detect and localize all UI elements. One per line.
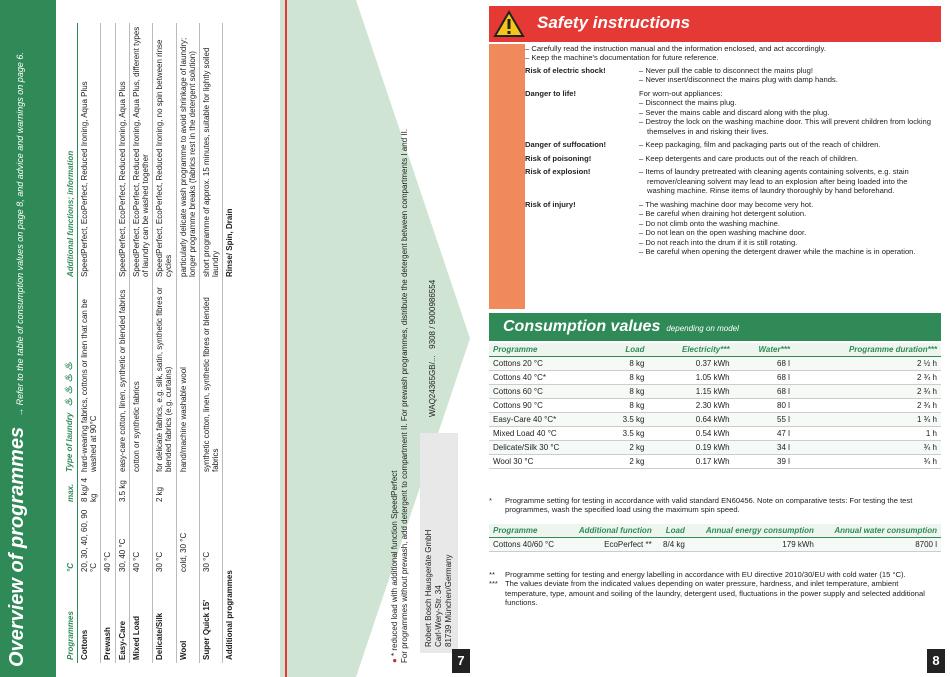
- safety-item-line: – Disconnect the mains plug.: [639, 98, 737, 108]
- consumption-row: [489, 538, 941, 552]
- programme-type: cotton or synthetic fabrics: [129, 280, 152, 475]
- programme-type: for delicate fabrics, e.g. silk, satin, synthetic fibres or blended fabrics (e.g. curtains): [153, 280, 176, 475]
- consumption-col-header: Programme: [489, 524, 566, 538]
- safety-side-bar: [489, 44, 525, 309]
- safety-item-line: – The washing machine door may become very hot.: [639, 199, 814, 209]
- safety-list: [525, 44, 935, 261]
- safety-item-label: Risk of explosion!: [525, 167, 591, 177]
- programme-temp: 30, 40 °C: [115, 505, 129, 575]
- consumption-cell: 55 l: [734, 413, 794, 427]
- programme-func: [101, 23, 115, 280]
- safety-item-label: Risk of poisoning!: [525, 153, 592, 163]
- safety-item: [525, 66, 935, 85]
- programme-prog: Prewash: [101, 575, 115, 663]
- safety-item-line-text: Be careful when opening the detergent drawer while the machine is in operation.: [645, 247, 916, 257]
- programme-temp: cold, 30 °C: [176, 505, 199, 575]
- consumption-cell: 0.54 kWh: [648, 427, 733, 441]
- programme-row: [153, 23, 176, 663]
- safety-item-line-text: Be careful when draining hot detergent solution.: [645, 209, 807, 219]
- safety-item-line: – Keep packaging, film and packaging parts out of the reach of children.: [639, 140, 881, 150]
- safety-item-text: [639, 140, 935, 149]
- col-temp: °C: [62, 505, 78, 575]
- safety-item: [525, 89, 935, 136]
- safety-item-text: [639, 89, 935, 136]
- consumption-cell: 8 kg: [603, 357, 649, 371]
- consumption-cell: 0.64 kWh: [648, 413, 733, 427]
- consumption-cell: Cottons 60 °C: [489, 385, 603, 399]
- safety-consumption-page: [475, 0, 950, 677]
- programme-temp: 20, 30, 40, 60, 90 °C: [78, 505, 101, 575]
- consumption-cell: 8 kg: [603, 385, 649, 399]
- safety-item-line-text: Do not reach into the drum if it is still rotating.: [645, 237, 798, 247]
- programme-func: short programme of approx. 15 minutes, suitable for lightly soiled laundry: [199, 23, 222, 280]
- consumption-cell: 0.17 kWh: [648, 455, 733, 469]
- programme-row: [101, 23, 115, 663]
- safety-item: [525, 154, 935, 163]
- consumption-cell: 2 ¾ h: [794, 385, 941, 399]
- programme-prog: Mixed Load: [129, 575, 152, 663]
- consumption-header: Consumption values depending on model: [489, 313, 941, 341]
- safety-item-line: – Do not reach into the drum if it is still rotating.: [639, 237, 798, 247]
- safety-item: [525, 167, 935, 195]
- programme-func: SpeedPerfect, EcoPerfect, Reduced Ironing, Aqua Plus, different types of laundry can be washed together: [129, 23, 152, 280]
- consumption-cell: 179 kWh: [689, 538, 818, 552]
- laundry-icons: ♨♨♨♨: [64, 358, 75, 407]
- consumption-row: [489, 357, 941, 371]
- consumption-cell: 8 kg: [603, 399, 649, 413]
- consumption-cell: Cottons 40 °C*: [489, 371, 603, 385]
- programme-temp: 30 °C: [199, 505, 222, 575]
- safety-item-line-text: Keep detergents and care products out of the reach of children.: [645, 153, 859, 163]
- safety-item-line: – Sever the mains cable and discard along with the plug.: [639, 107, 830, 117]
- consumption-cell: 2 kg: [603, 441, 649, 455]
- consumption-cell: 68 l: [734, 371, 794, 385]
- programme-temp: 30 °C: [153, 505, 176, 575]
- consumption-col-header: Water***: [734, 343, 794, 357]
- programme-func: particularly delicate wash programme to avoid shrinkage of laundry; longer programme breaks (fabrics rest in the detergent solution): [176, 23, 199, 280]
- consumption-notes-2: ** Programme setting for testing and energy labelling in accordance with EU directive 2010/30/EU with cold water (15 °C). *** The values deviate from the indicated values depending on water pressure, hardness, and inlet temperature, ambient temperature, type, amount and soiling of the laundry, detergent used, fluctuations in the power supply and selected additional functions.: [489, 570, 925, 608]
- safety-item-line-text: Do not lean on the open washing machine door.: [645, 228, 807, 238]
- programme-func: SpeedPerfect, EcoPerfect, Reduced Ironing, Aqua Plus: [115, 23, 129, 280]
- consumption-cell: 2.30 kWh: [648, 399, 733, 413]
- col-type: Type of laundry♨♨♨♨: [62, 280, 78, 475]
- programme-row: [176, 23, 199, 663]
- consumption-cell: Delicate/Silk 30 °C: [489, 441, 603, 455]
- programme-row: [115, 23, 129, 663]
- consumption-col-header: Programme duration***: [794, 343, 941, 357]
- energy-table: [489, 524, 941, 552]
- consumption-col-header: Annual water consumption: [818, 524, 941, 538]
- programme-type: synthetic cotton, linen, synthetic fibres or blended fabrics: [199, 280, 222, 475]
- safety-item: [525, 140, 935, 149]
- programme-max: 8 kg/ 4 kg: [78, 475, 101, 505]
- consumption-cell: ¾ h: [794, 441, 941, 455]
- programme-prog: Cottons: [78, 575, 101, 663]
- programme-prog: Delicate/Silk: [153, 575, 176, 663]
- programme-row: [129, 23, 152, 663]
- safety-item-line: – Never insert/disconnect the mains plug with damp hands.: [639, 75, 838, 85]
- consumption-cell: Cottons 90 °C: [489, 399, 603, 413]
- programme-temp: 40 °C: [129, 505, 152, 575]
- overview-notes: ● * reduced load with additional function SpeedPerfect For programmes without prewash, add detergent to compartment II. For prewash programmes, distribute the detergent between compartments I and II.: [390, 128, 410, 663]
- safety-item-line: – Be careful when opening the detergent drawer while the machine is in operation.: [639, 247, 916, 257]
- programme-temp: 40 °C: [101, 505, 115, 575]
- consumption-col-header: Electricity***: [648, 343, 733, 357]
- consumption-cell: 3.5 kg: [603, 413, 649, 427]
- programme-max: [199, 475, 222, 505]
- consumption-cell: EcoPerfect **: [566, 538, 656, 552]
- safety-item-line-text: Destroy the lock on the washing machine door. This will prevent children from locking themselves in and risking their lives.: [645, 117, 931, 136]
- consumption-cell: 1 h: [794, 427, 941, 441]
- consumption-cell: ¾ h: [794, 455, 941, 469]
- overview-subtitle: → Refer to the table of consumption values on page 8, and advice and warnings on page 6.: [15, 52, 25, 417]
- safety-item-line: – Be careful when draining hot detergent solution.: [639, 209, 807, 219]
- consumption-cell: Easy-Care 40 °C*: [489, 413, 603, 427]
- additional-programmes-label: Additional programmes: [225, 570, 235, 660]
- consumption-cell: 8700 l: [818, 538, 941, 552]
- consumption-cell: Wool 30 °C: [489, 455, 603, 469]
- safety-item-line: – Keep detergents and care products out of the reach of children.: [639, 153, 859, 163]
- programme-prog: Super Quick 15': [199, 575, 222, 663]
- safety-item-label: Danger of suffocation!: [525, 140, 606, 150]
- safety-item-line-text: Never pull the cable to disconnect the mains plug!: [645, 65, 813, 75]
- consumption-cell: 2 ¾ h: [794, 371, 941, 385]
- page-number-8: 8: [927, 649, 945, 673]
- programme-row: [78, 23, 101, 663]
- programme-max: [176, 475, 199, 505]
- safety-intro: – Carefully read the instruction manual and the information enclosed, and act accordingly. – Keep the machine's documentation for future reference.: [525, 44, 826, 63]
- safety-item-text: [639, 154, 935, 163]
- safety-item-line-text: Disconnect the mains plug.: [645, 98, 737, 108]
- consumption-cell: 68 l: [734, 385, 794, 399]
- safety-item-line-text: The washing machine door may become very hot.: [645, 199, 814, 209]
- consumption-col-header: Programme: [489, 343, 603, 357]
- page-number-7: 7: [452, 649, 470, 673]
- safety-item-label: Risk of injury!: [525, 199, 576, 209]
- consumption-cell: 2 kg: [603, 455, 649, 469]
- safety-item-text: [639, 200, 935, 257]
- manufacturer-address: Robert Bosch Hausgeräte GmbH Carl-Wery-Str. 34 81739 München/Germany: [420, 433, 458, 653]
- consumption-row: [489, 385, 941, 399]
- programme-type: hard-wearing fabrics, cottons or linen that can be washed at 90°C: [78, 280, 101, 475]
- consumption-cell: 2 ¾ h: [794, 399, 941, 413]
- consumption-table: [489, 343, 941, 469]
- consumption-col-header: Load: [656, 524, 689, 538]
- consumption-cell: 1 ¾ h: [794, 413, 941, 427]
- programme-max: 2 kg: [153, 475, 176, 505]
- consumption-cell: 1.15 kWh: [648, 385, 733, 399]
- col-functions: Additional functions; information: [62, 23, 78, 280]
- consumption-row: [489, 441, 941, 455]
- consumption-row: [489, 427, 941, 441]
- consumption-cell: 47 l: [734, 427, 794, 441]
- consumption-cell: 0.37 kWh: [648, 357, 733, 371]
- programme-table: [62, 23, 236, 663]
- consumption-cell: 34 l: [734, 441, 794, 455]
- safety-item-line: – Never pull the cable to disconnect the mains plug!: [639, 65, 813, 75]
- safety-item: [525, 200, 935, 257]
- additional-programmes-list: Rinse/ Spin, Drain: [225, 208, 235, 277]
- warning-icon: [493, 10, 525, 38]
- consumption-row: [489, 455, 941, 469]
- consumption-cell: Cottons 40/60 °C: [489, 538, 566, 552]
- consumption-cell: 39 l: [734, 455, 794, 469]
- safety-item-line: – Destroy the lock on the washing machine door. This will prevent children from locking themselves in and risking their lives.: [639, 117, 931, 136]
- programme-prog: Wool: [176, 575, 199, 663]
- consumption-note-1: * Programme setting for testing in accordance with valid standard EN60456. Note on comparative tests: For testing the test programmes, wash the specified load using the maximum spin speed.: [489, 496, 913, 515]
- safety-item-line-text: Keep packaging, film and packaging parts out of the reach of children.: [645, 140, 881, 150]
- overview-title: Overview of programmes→ Refer to the table of consumption values on page 8, and advice and warnings on page 6.: [6, 52, 28, 667]
- safety-item-label: Risk of electric shock!: [525, 65, 606, 75]
- safety-item-text: [639, 66, 935, 85]
- safety-item-line: – Do not climb onto the washing machine.: [639, 218, 780, 228]
- additional-programmes-row: [223, 23, 237, 663]
- consumption-cell: 3.5 kg: [603, 427, 649, 441]
- consumption-cell: 8/4 kg: [656, 538, 689, 552]
- programme-prog: Easy-Care: [115, 575, 129, 663]
- consumption-row: [489, 371, 941, 385]
- programme-type: hand/machine washable wool: [176, 280, 199, 475]
- programme-func: SpeedPerfect, EcoPerfect, Reduced Ironing, no spin between rinse cycles: [153, 23, 176, 280]
- programme-row: [199, 23, 222, 663]
- consumption-cell: Cottons 20 °C: [489, 357, 603, 371]
- consumption-col-header: Load: [603, 343, 649, 357]
- consumption-row: [489, 399, 941, 413]
- programme-max: [101, 475, 115, 505]
- consumption-cell: 8 kg: [603, 371, 649, 385]
- consumption-cell: 1.05 kWh: [648, 371, 733, 385]
- programme-func: SpeedPerfect, EcoPerfect, Reduced Ironing, Aqua Plus: [78, 23, 101, 280]
- programme-type: [101, 280, 115, 475]
- consumption-col-header: Annual energy consumption: [689, 524, 818, 538]
- programme-type: easy-care cotton, linen, synthetic or blended fabrics: [115, 280, 129, 475]
- col-max: max.: [62, 475, 78, 505]
- consumption-cell: 80 l: [734, 399, 794, 413]
- programme-max: 3.5 kg: [115, 475, 129, 505]
- safety-item-line: – Items of laundry pretreated with cleaning agents containing solvents, e.g. stain remover/cleaning solvent may lead to an explosion after being loaded into the washing machine. Rinse items of laundry thoroughly by hand beforehand.: [639, 167, 909, 196]
- safety-item-text: [639, 167, 935, 195]
- consumption-cell: 2 ½ h: [794, 357, 941, 371]
- safety-header: Safety instructions: [489, 6, 941, 42]
- safety-item-line-text: Sever the mains cable and discard along with the plug.: [645, 107, 830, 117]
- safety-item-line-text: Do not climb onto the washing machine.: [645, 218, 780, 228]
- consumption-row: [489, 413, 941, 427]
- model-barcode: WAQ24365GB/... 9308 / 9000986554: [428, 279, 437, 417]
- consumption-cell: 0.19 kWh: [648, 441, 733, 455]
- consumption-cell: Mixed Load 40 °C: [489, 427, 603, 441]
- safety-item-head: For worn-out appliances:: [639, 88, 723, 98]
- safety-item-line: – Do not lean on the open washing machine door.: [639, 228, 807, 238]
- consumption-cell: 68 l: [734, 357, 794, 371]
- col-programmes: Programmes: [62, 575, 78, 663]
- safety-item-line-text: Never insert/disconnect the mains plug with damp hands.: [645, 75, 838, 85]
- safety-item-label: Danger to life!: [525, 88, 577, 98]
- programme-max: [129, 475, 152, 505]
- safety-item-line-text: Items of laundry pretreated with cleaning agents containing solvents, e.g. stain remover/cleaning solvent may lead to an explosion after being loaded into the washing machine. Rinse items of laundry thoroughly by hand beforehand.: [645, 167, 909, 196]
- consumption-col-header: Additional function: [566, 524, 656, 538]
